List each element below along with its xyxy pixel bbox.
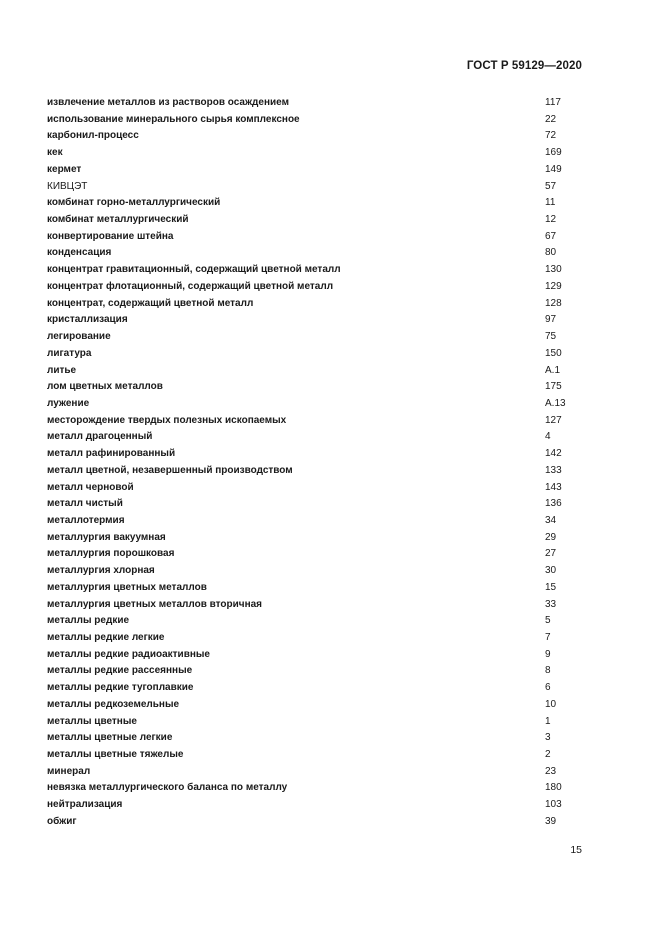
index-entry <box>47 179 587 196</box>
index-term: кек <box>47 147 63 159</box>
index-reference: 33 <box>545 598 557 610</box>
index-reference: 1 <box>545 715 551 727</box>
index-reference: 127 <box>545 414 562 426</box>
index-reference: 7 <box>545 632 551 643</box>
index-reference: 6 <box>545 682 551 694</box>
index-reference: А.1 <box>545 364 561 376</box>
index-entry <box>47 613 587 630</box>
index-entry <box>47 296 587 313</box>
index-reference: 22 <box>545 113 557 125</box>
index-entry <box>47 145 587 162</box>
index-entry <box>47 546 587 563</box>
index-term: кристаллизация <box>47 314 128 326</box>
index-entry <box>47 814 587 831</box>
index-term: металл чистый <box>47 498 123 510</box>
index-term: металлы цветные <box>47 715 137 727</box>
index-term: использование минерального сырья комплексное <box>47 113 300 125</box>
index-term: металлы цветные тяжелые <box>47 749 184 761</box>
index-term: металл черновой <box>47 481 134 493</box>
index-reference: 34 <box>545 514 557 526</box>
index-term: лужение <box>47 397 90 409</box>
index-term: металлы цветные легкие <box>47 732 173 744</box>
index-reference: 130 <box>545 264 562 276</box>
index-term: металлы редкоземельные <box>47 698 180 710</box>
index-reference: 175 <box>545 381 562 393</box>
index-reference: 117 <box>545 97 561 108</box>
index-entry <box>47 128 587 145</box>
index-entry <box>47 195 587 212</box>
index-entry <box>47 764 587 781</box>
index-reference: 57 <box>545 180 557 192</box>
index-entry <box>47 647 587 664</box>
index-term: минерал <box>47 765 91 777</box>
index-reference: 143 <box>545 481 562 493</box>
index-entry <box>47 413 587 430</box>
index-term: металлы редкие рассеянные <box>47 665 193 677</box>
index-reference: 150 <box>545 347 562 359</box>
index-reference: 29 <box>545 531 557 543</box>
index-reference: 103 <box>545 799 562 811</box>
index-entry <box>47 312 587 329</box>
index-term: лом цветных металлов <box>47 381 163 393</box>
index-term: концентрат, содержащий цветной металл <box>47 297 254 309</box>
index-reference: 80 <box>545 247 557 259</box>
index-reference: 10 <box>545 698 557 710</box>
index-term: металлы редкие радиоактивные <box>47 648 210 660</box>
index-entry <box>47 279 587 296</box>
index-entry <box>47 697 587 714</box>
index-reference: 9 <box>545 648 551 660</box>
document-code: ГОСТ Р 59129—2020 <box>466 60 582 72</box>
index-entry <box>47 463 587 480</box>
index-reference: 27 <box>545 548 557 560</box>
index-entry <box>47 363 587 380</box>
index-reference: 5 <box>545 615 551 627</box>
index-term: месторождение твердых полезных ископаемых <box>47 414 287 426</box>
index-entry <box>47 229 587 246</box>
index-term: комбинат горно-металлургический <box>47 197 221 209</box>
index-reference: 2 <box>545 749 551 761</box>
index-term: обжиг <box>47 815 77 827</box>
index-reference: 72 <box>545 130 557 142</box>
index-term: металл цветной, незавершенный производством <box>47 464 293 476</box>
index-reference: 133 <box>545 464 562 476</box>
index-entry <box>47 329 587 346</box>
alphabetical-index <box>47 95 587 831</box>
index-term: комбинат металлургический <box>47 214 189 226</box>
index-reference: 136 <box>545 498 562 510</box>
index-term: металлургия вакуумная <box>47 531 166 543</box>
index-reference: 30 <box>545 565 557 577</box>
index-entry <box>47 513 587 530</box>
index-entry <box>47 797 587 814</box>
index-reference: 67 <box>545 230 557 242</box>
index-term: металл драгоценный <box>47 431 153 443</box>
index-term: металл рафинированный <box>47 448 176 460</box>
index-reference: 39 <box>545 815 557 827</box>
index-reference: 75 <box>545 331 557 343</box>
index-entry <box>47 680 587 697</box>
index-term: нейтрализация <box>47 799 123 811</box>
index-reference: 142 <box>545 448 562 460</box>
index-reference: 149 <box>545 163 562 175</box>
index-entry <box>47 480 587 497</box>
index-reference: 128 <box>545 297 562 309</box>
index-entry <box>47 663 587 680</box>
index-reference: А.13 <box>545 397 566 409</box>
index-reference: 12 <box>545 214 557 226</box>
index-entry <box>47 379 587 396</box>
index-entry <box>47 95 587 112</box>
index-term: металлургия цветных металлов вторичная <box>47 598 263 610</box>
index-entry <box>47 563 587 580</box>
index-term: металлотермия <box>47 514 125 526</box>
index-term: легирование <box>47 331 111 343</box>
index-reference: 180 <box>545 782 562 794</box>
index-entry <box>47 112 587 129</box>
index-term: кермет <box>47 163 82 175</box>
index-term: металлургия хлорная <box>47 565 155 577</box>
index-reference: 4 <box>545 431 551 443</box>
index-entry <box>47 396 587 413</box>
index-entry <box>47 429 587 446</box>
index-reference: 15 <box>545 581 557 593</box>
index-entry <box>47 245 587 262</box>
index-entry <box>47 496 587 513</box>
index-term: металлы редкие <box>47 615 130 627</box>
index-term: конденсация <box>47 247 112 259</box>
index-entry <box>47 597 587 614</box>
index-entry <box>47 346 587 363</box>
index-reference: 23 <box>545 765 557 777</box>
index-reference: 11 <box>545 197 556 209</box>
index-term: конвертирование штейна <box>47 230 174 242</box>
index-entry <box>47 747 587 764</box>
index-term: металлургия цветных металлов <box>47 581 207 593</box>
index-term: КИВЦЭТ <box>47 180 88 192</box>
index-term: карбонил-процесс <box>47 130 139 142</box>
index-entry <box>47 630 587 647</box>
index-entry <box>47 730 587 747</box>
index-entry <box>47 262 587 279</box>
index-term: извлечение металлов из растворов осаждением <box>47 97 289 108</box>
index-entry <box>47 530 587 547</box>
index-reference: 129 <box>545 280 562 292</box>
index-term: металлургия порошковая <box>47 548 175 560</box>
index-entry <box>47 780 587 797</box>
index-term: литье <box>47 364 77 376</box>
index-reference: 97 <box>545 314 557 326</box>
index-entry <box>47 446 587 463</box>
index-reference: 3 <box>545 732 551 744</box>
index-term: металлы редкие легкие <box>47 632 165 643</box>
index-reference: 8 <box>545 665 551 677</box>
index-entry <box>47 162 587 179</box>
index-entry <box>47 580 587 597</box>
index-term: лигатура <box>47 347 92 359</box>
index-term: металлы редкие тугоплавкие <box>47 682 194 694</box>
index-term: концентрат флотационный, содержащий цветной металл <box>47 280 334 292</box>
index-entry <box>47 212 587 229</box>
page-number: 15 <box>570 844 582 856</box>
index-reference: 169 <box>545 147 562 159</box>
index-term: невязка металлургического баланса по металлу <box>47 782 288 794</box>
index-term: концентрат гравитационный, содержащий цветной металл <box>47 264 341 276</box>
index-entry <box>47 714 587 731</box>
